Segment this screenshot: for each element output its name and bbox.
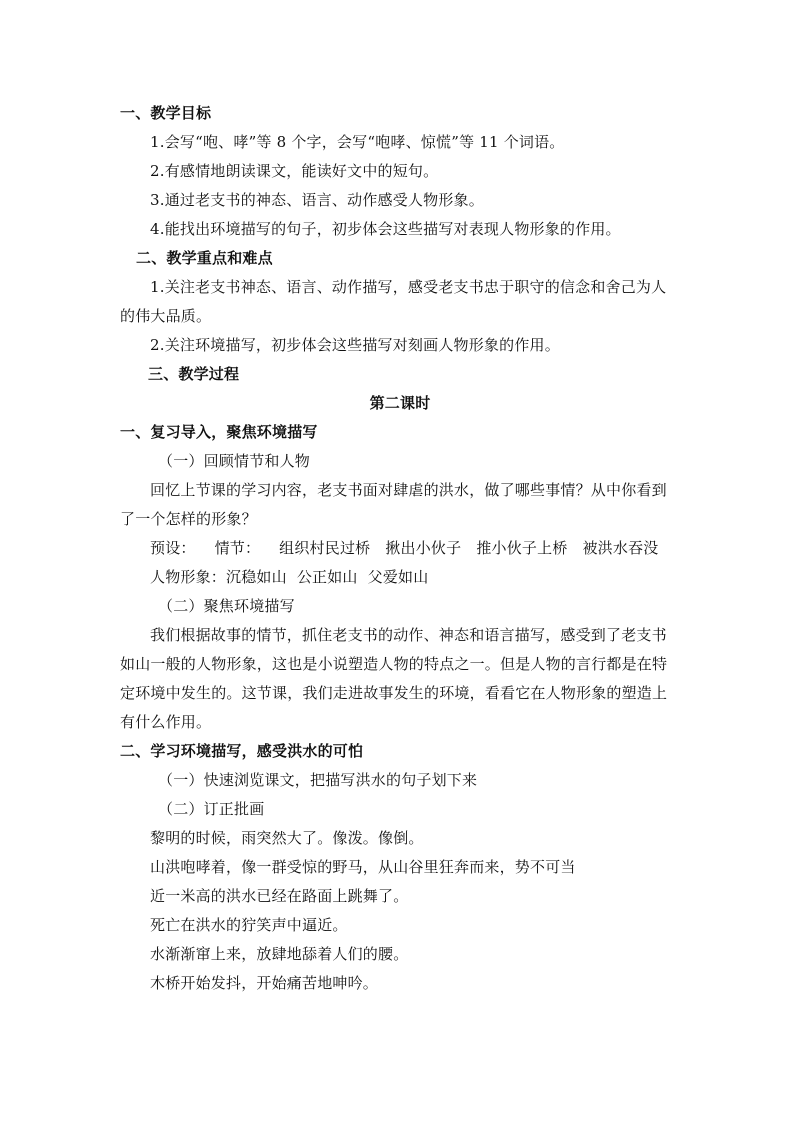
part1-question: 回忆上节课的学习内容，老支书面对肆虐的洪水，做了哪些事情？从中你看到了一个怎样的形象？ [120,481,667,528]
plot-item: 组织村民过桥 [279,539,371,557]
character-item: 公正如山 [296,568,358,586]
goal-item-3: 3.通过老支书的神态、语言、动作感受人物形象。 [150,191,484,209]
lesson-title: 第二课时 [369,394,431,412]
plot-item: 推小伙子上桥 [476,539,568,557]
section-heading-teaching-goals: 一、教学目标 [120,104,212,122]
key-point-item-2: 2.关注环境描写，初步体会这些描写对刻画人物形象的作用。 [150,336,560,354]
preset-label: 预设： [150,539,196,557]
part2-heading: 二、学习环境描写，感受洪水的可怕 [120,742,364,760]
character-label: 人物形象： [150,568,227,586]
character-row [120,563,680,592]
plot-label: 情节： [214,539,261,557]
flood-sentence-4: 死亡在洪水的狞笑声中逼近。 [150,916,348,934]
plot-item: 揪出小伙子 [385,539,462,557]
goal-item-4: 4.能找出环境描写的句子，初步体会这些描写对表现人物形象的作用。 [150,220,621,238]
part1-heading: 一、复习导入，聚焦环境描写 [120,423,318,441]
flood-sentence-2: 山洪咆哮着，像一群受惊的野马，从山谷里狂奔而来，势不可当 [150,858,576,876]
flood-sentence-5: 水渐渐窜上来，放肆地舔着人们的腰。 [150,945,409,963]
goal-item-1: 1.会写“咆、哮”等 8 个字，会写“咆哮、惊慌”等 11 个词语。 [150,133,565,151]
goal-item-2: 2.有感情地朗读课文，能读好文中的短句。 [150,162,439,180]
plot-item: 被洪水吞没 [582,539,659,557]
part1-paragraph: 我们根据故事的情节，抓住老支书的动作、神态和语言描写，感受到了老支书如山一般的人物形象，这也是小说塑造人物的特点之一。但是人物的言行都是在特定环境中发生的。这节课，我们走进故事发生的环境，看看它在人物形象的塑造上有什么作用。 [120,626,668,731]
section-heading-key-points: 二、教学重点和难点 [136,249,273,267]
flood-sentence-1: 黎明的时候，雨突然大了。像泼。像倒。 [150,829,424,847]
preset-plot-row [120,534,680,563]
key-point-item-1: 1.关注老支书神态、语言、动作描写，感受老支书忠于职守的信念和舍己为人的伟大品质。 [120,278,667,325]
part1-subheading-2: （二）聚焦环境描写 [158,597,295,615]
section-heading-process: 三、教学过程 [148,365,240,383]
character-item: 父爱如山 [367,568,429,586]
document-content [120,99,680,998]
character-item: 沉稳如山 [226,568,287,586]
flood-sentence-3: 近一米高的洪水已经在路面上跳舞了。 [150,887,409,905]
part2-subheading-1: （一）快速浏览课文，把描写洪水的句子划下来 [158,771,478,789]
flood-sentence-6: 木桥开始发抖，开始痛苦地呻吟。 [150,974,379,992]
part1-subheading-1: （一）回顾情节和人物 [158,452,311,470]
part2-subheading-2: （二）订正批画 [158,800,265,818]
